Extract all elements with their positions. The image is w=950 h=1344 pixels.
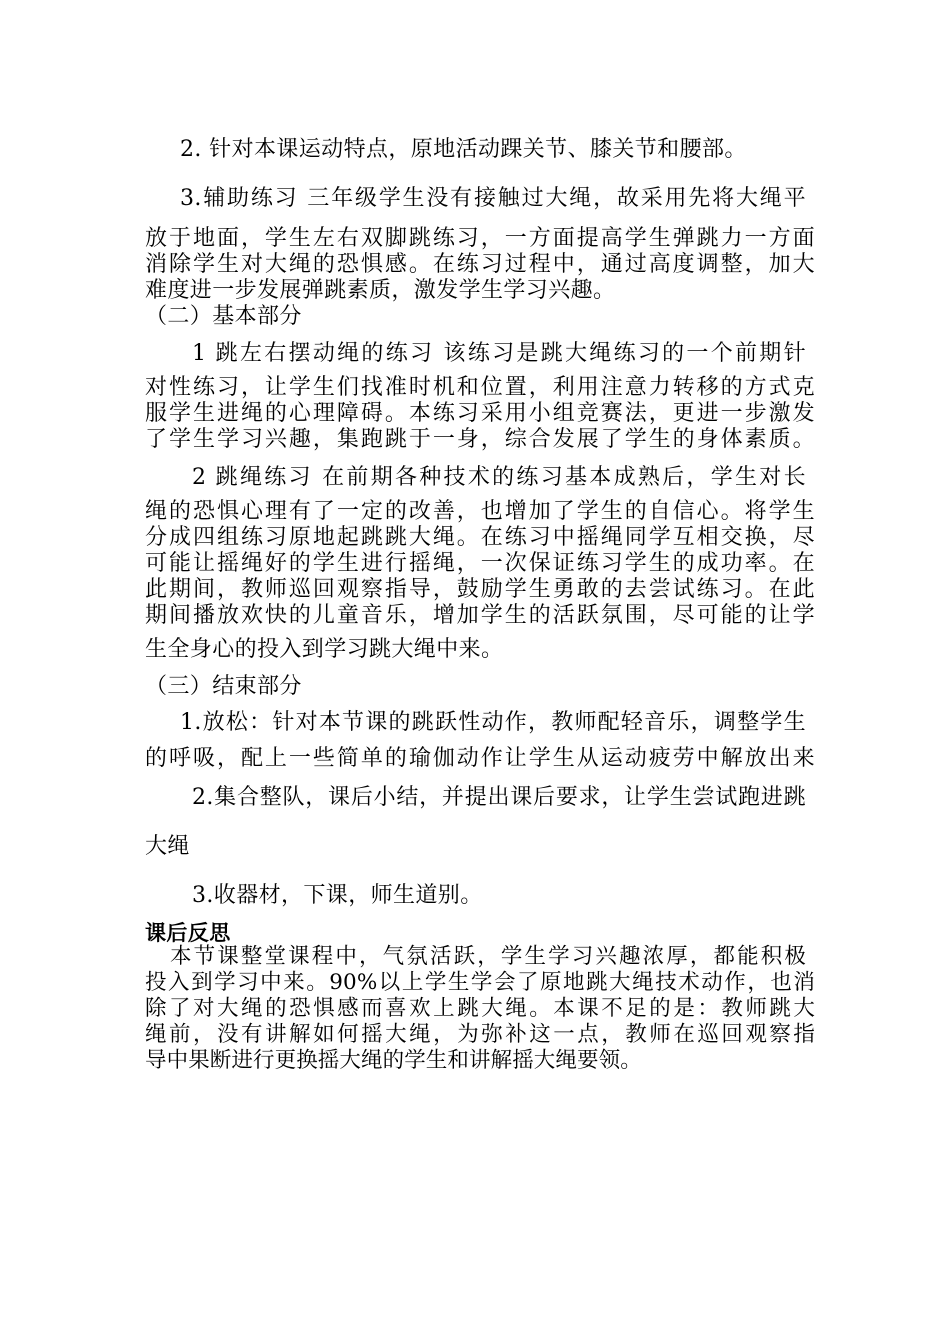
- text-line: 期间播放欢快的儿童音乐，增加学生的活跃氛围，尽可能的让学: [145, 603, 815, 628]
- text-line: 绳前，没有讲解如何摇大绳，为弥补这一点，教师在巡回观察指: [145, 1022, 815, 1047]
- text-line: 消除学生对大绳的恐惧感。在练习过程中，通过高度调整，加大: [145, 252, 815, 277]
- text-line: 大绳: [145, 834, 190, 859]
- text-line: 可能让摇绳好的学生进行摇绳，一次保证练习学生的成功率。在: [145, 551, 815, 576]
- text-line: 投入到学习中来。90%以上学生学会了原地跳大绳技术动作，也消: [145, 970, 815, 995]
- text-line: 放于地面，学生左右双脚跳练习，一方面提高学生弹跳力一方面: [145, 226, 815, 251]
- text-line: 1.放松：针对本节课的跳跃性动作，教师配轻音乐，调整学生: [180, 710, 806, 735]
- text-line: 难度进一步发展弹跳素质，激发学生学习兴趣。: [145, 278, 616, 303]
- text-line: 绳的恐惧心理有了一定的改善，也增加了学生的自信心。将学生: [145, 499, 815, 524]
- text-line: 3.收器材，下课，师生道别。: [192, 883, 483, 908]
- section-heading: （三）结束部分: [145, 674, 302, 699]
- text-line: 1 跳左右摆动绳的练习 该练习是跳大绳练习的一个前期针: [192, 341, 806, 366]
- text-line: 生全身心的投入到学习跳大绳中来。: [145, 637, 504, 662]
- text-line: 分成四组练习原地起跳跳大绳。在练习中摇绳同学互相交换，尽: [145, 525, 815, 550]
- text-line: 服学生进绳的心理障碍。本练习采用小组竞赛法，更进一步激发: [145, 401, 815, 426]
- section-heading: （二）基本部分: [145, 304, 302, 329]
- text-line: 2 跳绳练习 在前期各种技术的练习基本成熟后，学生对长: [192, 465, 806, 490]
- text-line: 3.辅助练习 三年级学生没有接触过大绳，故采用先将大绳平: [180, 186, 806, 211]
- text-line: 本节课整堂课程中，气氛活跃，学生学习兴趣浓厚，都能积极: [170, 944, 806, 969]
- text-line: 此期间，教师巡回观察指导，鼓励学生勇敢的去尝试练习。在此: [145, 577, 815, 602]
- text-line: 2. 针对本课运动特点，原地活动踝关节、膝关节和腰部。: [180, 137, 747, 162]
- text-line: 导中果断进行更换摇大绳的学生和讲解摇大绳要领。: [145, 1048, 642, 1073]
- text-line: 对性练习，让学生们找准时机和位置，利用注意力转移的方式克: [145, 375, 815, 400]
- text-line: 的呼吸，配上一些简单的瑜伽动作让学生从运动疲劳中解放出来: [145, 746, 815, 771]
- text-line: 了学生学习兴趣，集跑跳于一身，综合发展了学生的身体素质。: [145, 427, 815, 452]
- text-line: 除了对大绳的恐惧感而喜欢上跳大绳。本课不足的是：教师跳大: [145, 996, 815, 1021]
- text-line: 2.集合整队，课后小结，并提出课后要求，让学生尝试跑进跳: [192, 785, 806, 810]
- reflection-heading: 课后反思: [145, 921, 231, 945]
